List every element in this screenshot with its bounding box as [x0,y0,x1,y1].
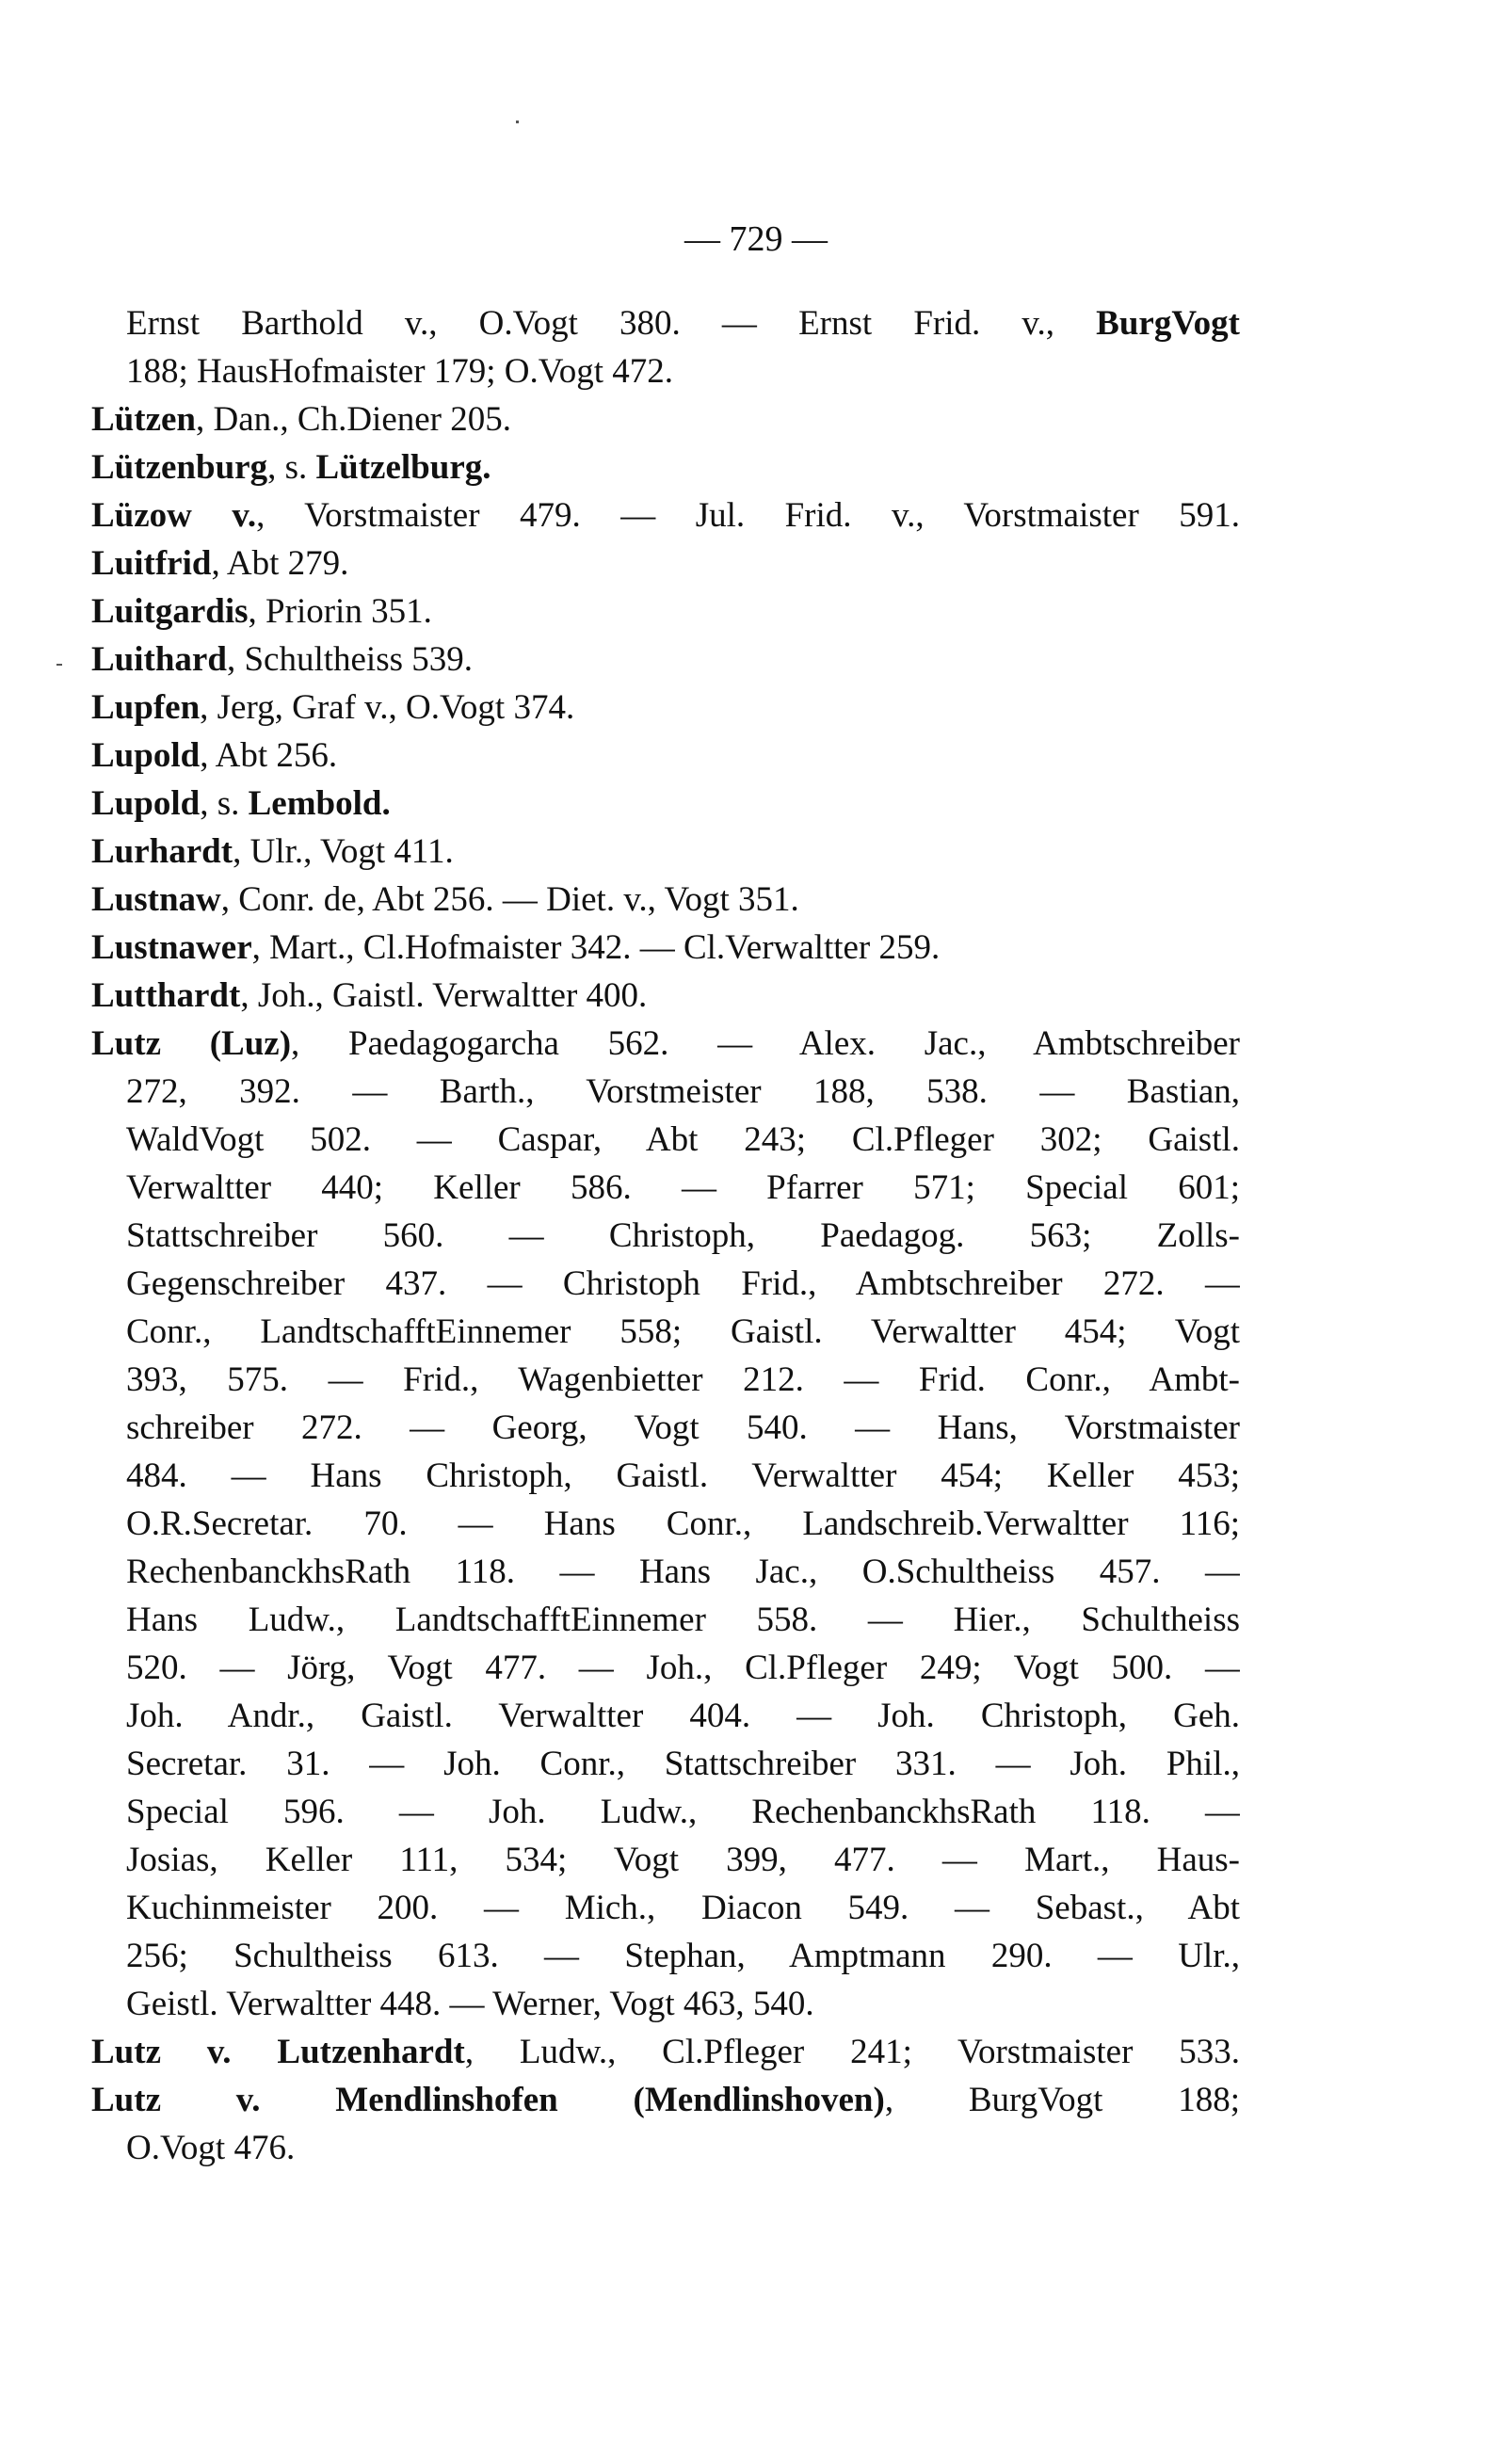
text-line [91,1740,1240,1788]
entry-text: Hans Ludw., LandtschafftEinnemer 558. — Hier., Schultheiss [126,1601,1240,1639]
entry-text: , Priorin 351. [248,592,432,631]
headword: Lüzow v. [91,496,257,535]
entry-text: Josias, Keller 111, 534; Vogt 399, 477. — Mart., Haus- [126,1841,1240,1879]
text-line [91,684,1240,732]
index-entry [91,876,1240,924]
index-entry [91,443,1240,491]
entry-text: , Paedagogarcha 562. — Alex. Jac., Ambtschreiber [291,1024,1240,1063]
headword: Lützelburg. [315,448,491,487]
text-line [91,1836,1240,1884]
index-entry [91,636,1240,684]
entry-text: Verwaltter 440; Keller 586. — Pfarrer 571; Special 601; [126,1168,1240,1207]
index-entry [91,1020,1240,2028]
headword: Lützen [91,400,196,439]
entry-text: RechenbanckhsRath 118. — Hans Jac., O.Schultheiss 457. — [126,1553,1240,1591]
text-line [91,2028,1240,2076]
entry-text: O.R.Secretar. 70. — Hans Conr., Landschreib.Verwaltter 116; [126,1505,1240,1543]
entry-text: Gegenschreiber 437. — Christoph Frid., Ambtschreiber 272. — [126,1264,1240,1303]
headword: Lustnawer [91,928,252,967]
index-entry [91,924,1240,972]
headword: Lurhardt [91,832,233,871]
entry-text: 272, 392. — Barth., Vorstmeister 188, 538. — Bastian, [126,1072,1240,1111]
text-line [91,2076,1240,2124]
headword: Lupfen [91,688,201,727]
index-entry [91,299,1240,395]
index-entry [91,587,1240,636]
entry-text: , Ludw., Cl.Pfleger 241; Vorstmaister 533. [464,2033,1240,2071]
entry-text: Conr., LandtschafftEinnemer 558; Gaistl. Verwaltter 454; Vogt [126,1312,1240,1351]
headword: Lutz (Luz) [91,1024,292,1063]
headword: Lupold [91,784,201,823]
index-entry [91,539,1240,587]
text-line [91,828,1240,876]
headword: Luitgardis [91,592,249,631]
headword: Lembold. [248,784,391,823]
text-line [91,1212,1240,1260]
text-line [91,1500,1240,1548]
headword: Lützenburg [91,448,268,487]
text-line [91,1068,1240,1116]
text-line [91,1788,1240,1836]
headword: Lupold [91,736,201,775]
text-line [91,780,1240,828]
headword: Luitfrid [91,544,212,583]
text-line [91,636,1240,684]
index-entry [91,2076,1240,2172]
entry-text: , Mart., Cl.Hofmaister 342. — Cl.Verwaltter 259. [251,928,941,967]
entry-text: , Ulr., Vogt 411. [233,832,454,871]
scan-speck [516,121,519,123]
text-line [91,1452,1240,1500]
text-line [91,347,1240,395]
text-line [91,1404,1240,1452]
entry-text: 393, 575. — Frid., Wagenbietter 212. — Frid. Conr., Ambt- [126,1360,1240,1399]
headword: BurgVogt [1096,304,1240,343]
text-line [91,587,1240,636]
page-number: — 729 — [684,219,828,259]
entry-text: , Jerg, Graf v., O.Vogt 374. [200,688,575,727]
text-line [91,1260,1240,1308]
entry-text: schreiber 272. — Georg, Vogt 540. — Hans, Vorstmaister [126,1408,1240,1447]
text-line [91,732,1240,780]
entry-text: , Joh., Gaistl. Verwaltter 400. [240,976,648,1015]
text-line [91,924,1240,972]
text-line [91,1308,1240,1356]
entry-text: , Conr. de, Abt 256. — Diet. v., Vogt 351. [220,880,799,919]
scan-speck [56,664,62,666]
entry-text: , Abt 256. [200,736,338,775]
text-line [91,1980,1240,2028]
text-line [91,1692,1240,1740]
text-line [91,1596,1240,1644]
index-entry [91,828,1240,876]
text-line [91,1884,1240,1932]
text-line [91,876,1240,924]
headword: Lutz v. Lutzenhardt [91,2033,465,2071]
text-line [91,1644,1240,1692]
text-line [91,1020,1240,1068]
index-entry [91,684,1240,732]
text-line [91,443,1240,491]
entry-text: , s. [200,784,249,823]
index-entry [91,732,1240,780]
text-line [91,2124,1240,2172]
entry-text: , Dan., Ch.Diener 205. [196,400,511,439]
text-line [91,299,1240,347]
entry-text: , Vorstmaister 479. — Jul. Frid. v., Vorstmaister 591. [256,496,1240,535]
entry-text: Stattschreiber 560. — Christoph, Paedagog. 563; Zolls- [126,1216,1240,1255]
entry-text: Secretar. 31. — Joh. Conr., Stattschreiber 331. — Joh. Phil., [126,1745,1240,1783]
headword: Lutz v. Mendlinshofen (Mendlinshoven) [91,2081,885,2119]
index-entry [91,491,1240,539]
entry-text: , Abt 279. [211,544,349,583]
entry-text: 256; Schultheiss 613. — Stephan, Amptmann 290. — Ulr., [126,1937,1240,1975]
entry-text: 188; HausHofmaister 179; O.Vogt 472. [126,352,673,391]
headword: Lutthardt [91,976,241,1015]
text-line [91,395,1240,443]
text-line [91,1164,1240,1212]
text-line [91,1116,1240,1164]
entry-text: 520. — Jörg, Vogt 477. — Joh., Cl.Pfleger 249; Vogt 500. — [126,1649,1240,1687]
entry-text: , BurgVogt 188; [884,2081,1240,2119]
index-entry [91,395,1240,443]
text-line [91,539,1240,587]
entry-text: Geistl. Verwaltter 448. — Werner, Vogt 463, 540. [126,1985,814,2023]
text-line [91,1932,1240,1980]
text-line [91,1356,1240,1404]
index-entry [91,972,1240,1020]
entry-text: 484. — Hans Christoph, Gaistl. Verwaltter 454; Keller 453; [126,1456,1240,1495]
index-entry [91,2028,1240,2076]
entry-text: WaldVogt 502. — Caspar, Abt 243; Cl.Pfleger 302; Gaistl. [126,1120,1240,1159]
entry-text: , s. [267,448,316,487]
entry-text: Ernst Barthold v., O.Vogt 380. — Ernst Frid. v., [126,304,1097,343]
entry-text: , Schultheiss 539. [226,640,473,679]
text-line [91,1548,1240,1596]
entry-text: Joh. Andr., Gaistl. Verwaltter 404. — Joh. Christoph, Geh. [126,1697,1240,1735]
text-line [91,491,1240,539]
index-text-block [91,299,1240,2172]
index-entry [91,780,1240,828]
entry-text: Special 596. — Joh. Ludw., RechenbanckhsRath 118. — [126,1793,1240,1831]
entry-text: Kuchinmeister 200. — Mich., Diacon 549. — Sebast., Abt [126,1889,1240,1927]
headword: Luithard [91,640,227,679]
headword: Lustnaw [91,880,221,919]
entry-text: O.Vogt 476. [126,2129,296,2167]
text-line [91,972,1240,1020]
